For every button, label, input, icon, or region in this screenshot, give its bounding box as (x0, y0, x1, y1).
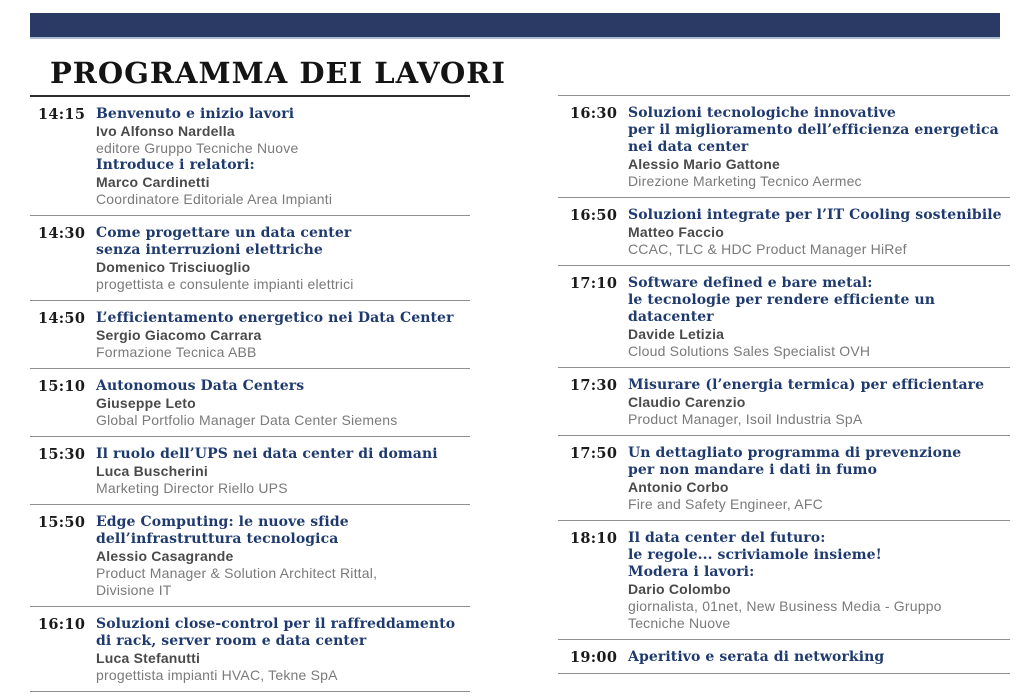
session-title-line: Misurare (l’energia termica) per efficientare (628, 377, 985, 393)
session-time: 17:50 (570, 445, 618, 462)
session-title-line: per non mandare i dati in fumo (628, 462, 878, 478)
session-name-line: Ivo Alfonso Nardella (96, 123, 235, 139)
session-role-line: Direzione Marketing Tecnico Aermec (628, 173, 862, 189)
session-name-line: Sergio Giacomo Carrara (96, 327, 262, 343)
session-lines (628, 377, 1010, 428)
session-role-line: Coordinatore Editoriale Area Impianti (96, 191, 333, 207)
session-lines (96, 616, 470, 684)
session-title-line: L’efficientamento energetico nei Data Center (96, 310, 454, 326)
session-lines (628, 207, 1010, 258)
session-name-line: Claudio Carenzio (628, 394, 746, 410)
session-title-line: Software defined e bare metal: (628, 275, 873, 291)
page-title: PROGRAMMA DEI LAVORI (50, 56, 506, 90)
session-time: 14:50 (38, 310, 86, 327)
session (558, 640, 1010, 674)
session (30, 369, 470, 437)
session-title-line: Soluzioni tecnologiche innovative (628, 105, 896, 121)
session-title-line: Edge Computing: le nuove sfide (96, 514, 349, 530)
session-name-line: Alessio Casagrande (96, 548, 234, 564)
session-time: 15:10 (38, 378, 86, 395)
session-lines (96, 514, 470, 599)
session-time: 19:00 (570, 649, 618, 666)
session-role-line: progettista e consulente impianti elettrici (96, 276, 354, 292)
session (30, 607, 470, 692)
session-title-line: Introduce i relatori: (96, 157, 255, 173)
session-lines (96, 446, 470, 497)
session-lines (628, 105, 1010, 190)
session-role-line: Divisione IT (96, 582, 172, 598)
session (558, 368, 1010, 436)
session-lines (628, 445, 1010, 513)
session (558, 96, 1010, 198)
session-title-line: Aperitivo e serata di networking (628, 649, 885, 665)
session-title-line: dell’infrastruttura tecnologica (96, 531, 339, 547)
session-role-line: giornalista, 01net, New Business Media - Gruppo (628, 598, 942, 614)
session (30, 97, 470, 216)
session-name-line: Matteo Faccio (628, 224, 724, 240)
session-name-line: Luca Stefanutti (96, 650, 201, 666)
session-time: 15:50 (38, 514, 86, 531)
session-role-line: Tecniche Nuove (628, 615, 731, 631)
session-lines (96, 225, 470, 293)
session-time: 16:50 (570, 207, 618, 224)
session (558, 436, 1010, 521)
session-name-line: Luca Buscherini (96, 463, 208, 479)
session (30, 505, 470, 607)
session-time: 14:30 (38, 225, 86, 242)
session-name-line: Antonio Corbo (628, 479, 729, 495)
session-role-line: CCAC, TLC & HDC Product Manager HiRef (628, 241, 907, 257)
session-name-line: Dario Colombo (628, 581, 731, 597)
session-title-line: Un dettagliato programma di prevenzione (628, 445, 962, 461)
session-time: 14:15 (38, 106, 86, 123)
session (558, 521, 1010, 640)
session-title-line: Soluzioni integrate per l’IT Cooling sostenibile (628, 207, 1002, 223)
session-title-line: per il miglioramento dell’efficienza energetica (628, 122, 999, 138)
header-bar (30, 13, 1000, 39)
session (30, 437, 470, 505)
session-lines (96, 310, 470, 361)
session-time: 16:30 (570, 105, 618, 122)
session (558, 266, 1010, 368)
program-column-right (558, 95, 1010, 674)
session-title-line: le tecnologie per rendere efficiente un datacenter (628, 292, 936, 325)
session (30, 301, 470, 369)
session (30, 216, 470, 301)
session-name-line: Marco Cardinetti (96, 174, 210, 190)
program-column-left (30, 97, 470, 692)
session-title-line: senza interruzioni elettriche (96, 242, 323, 258)
session-title-line: Soluzioni close-control per il raffreddamento (96, 616, 456, 632)
session-role-line: Product Manager & Solution Architect Rittal, (96, 565, 378, 581)
session-lines (628, 649, 1010, 666)
session-title-line: Autonomous Data Centers (96, 378, 305, 394)
session-name-line: Davide Letizia (628, 326, 725, 342)
session-time: 16:10 (38, 616, 86, 633)
session-time: 15:30 (38, 446, 86, 463)
session-role-line: Cloud Solutions Sales Specialist OVH (628, 343, 871, 359)
session-name-line: Alessio Mario Gattone (628, 156, 781, 172)
session-title-line: Il data center del futuro: (628, 530, 826, 546)
session-lines (628, 530, 1010, 632)
session-role-line: progettista impianti HVAC, Tekne SpA (96, 667, 338, 683)
session-lines (96, 106, 470, 208)
session-title-line: le regole... scriviamole insieme! (628, 547, 882, 563)
session-title-line: di rack, server room e data center (96, 633, 367, 649)
title-block (30, 56, 506, 97)
session-title-line: Il ruolo dell’UPS nei data center di domani (96, 446, 438, 462)
session-name-line: Domenico Trisciuoglio (96, 259, 251, 275)
session-lines (628, 275, 1010, 360)
session-title-line: Benvenuto e inizio lavori (96, 106, 295, 122)
session-role-line: Marketing Director Riello UPS (96, 480, 288, 496)
session-time: 17:30 (570, 377, 618, 394)
session-title-line: Modera i lavori: (628, 564, 755, 580)
session-title-line: nei data center (628, 139, 749, 155)
session-role-line: Fire and Safety Engineer, AFC (628, 496, 823, 512)
session-role-line: Global Portfolio Manager Data Center Siemens (96, 412, 398, 428)
session-title-line: Come progettare un data center (96, 225, 352, 241)
session-lines (96, 378, 470, 429)
session (558, 198, 1010, 266)
session-role-line: editore Gruppo Tecniche Nuove (96, 140, 299, 156)
session-name-line: Giuseppe Leto (96, 395, 196, 411)
session-time: 17:10 (570, 275, 618, 292)
session-role-line: Product Manager, Isoil Industria SpA (628, 411, 863, 427)
session-role-line: Formazione Tecnica ABB (96, 344, 257, 360)
session-time: 18:10 (570, 530, 618, 547)
